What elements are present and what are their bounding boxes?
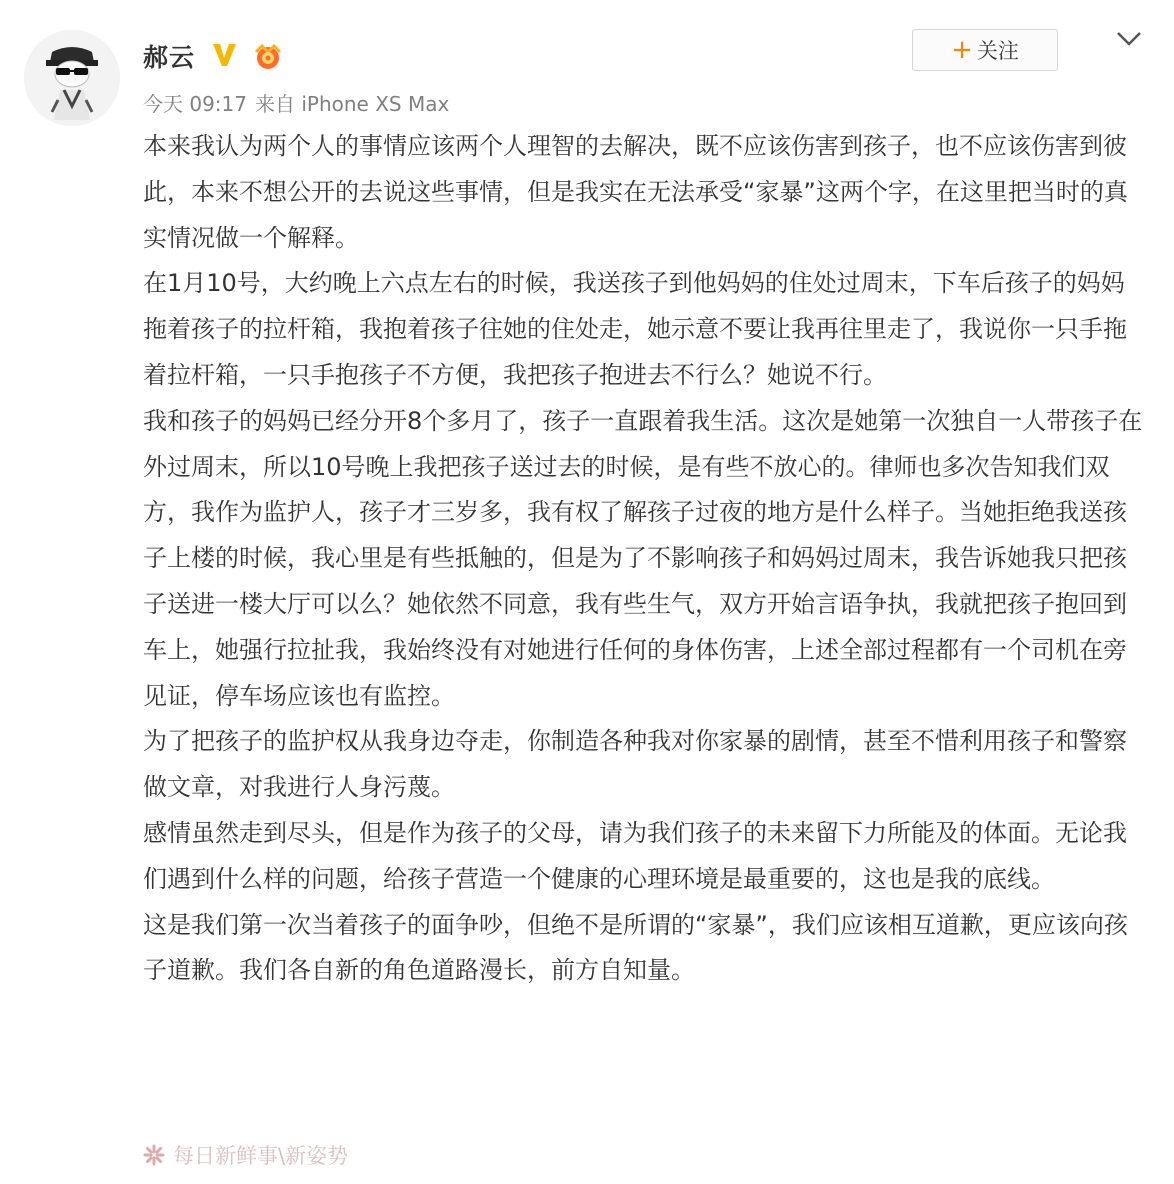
post-paragraph: 本来我认为两个人的事情应该两个人理智的去解决，既不应该伤害到孩子，也不应该伤害到彼此，本来不想公开的去说这些事情，但是我实在无法承受“家暴”这两个字，在这里把当时的真实情况做一个解释。	[143, 132, 1128, 252]
vip-badge-icon[interactable]	[250, 42, 286, 70]
follow-label: 关注	[976, 39, 1019, 63]
verified-icon	[210, 40, 238, 68]
avatar[interactable]	[24, 30, 120, 126]
post-paragraph: 感情虽然走到尽头，但是作为孩子的父母，请为我们孩子的未来留下力所能及的体面。无论我们遇到什么样的问题，给孩子营造一个健康的心理环境是最重要的，这也是我的底线。	[143, 818, 1127, 893]
post-meta	[143, 88, 457, 117]
author-name[interactable]: 郝云	[143, 43, 196, 72]
follow-button[interactable]	[912, 29, 1058, 71]
flower-icon	[143, 1144, 165, 1166]
watermark	[143, 1140, 348, 1170]
plus-icon: +	[951, 35, 973, 65]
post-paragraph: 这是我们第一次当着孩子的面争吵，但绝不是所谓的“家暴”，我们应该相互道歉，更应该向孩子道歉。我们各自新的角色道路漫长，前方自知量。	[143, 910, 1128, 985]
post-content	[143, 124, 1148, 994]
chevron-down-icon[interactable]	[1116, 30, 1142, 48]
post-paragraph: 我和孩子的妈妈已经分开8个多月了，孩子一直跟着我生活。这次是她第一次独自一人带孩子在外过周末，所以10号晚上我把孩子送过去的时候，是有些不放心的。律师也多次告知我们双方，我作为监护人，孩子才三岁多，我有权了解孩子过夜的地方是什么样子。当她拒绝我送孩子上楼的时候，我心里是有些抵触的，但是为了不影响孩子和妈妈过周末，我告诉她我只把孩子送进一楼大厅可以么？她依然不同意，我有些生气，双方开始言语争执，我就把孩子抱回到车上，她强行拉扯我，我始终没有对她进行任何的身体伤害，上述全部过程都有一个司机在旁见证，停车场应该也有监控。	[143, 406, 1143, 710]
avatar-image	[24, 30, 120, 126]
post-paragraph: 在1月10号，大约晚上六点左右的时候，我送孩子到他妈妈的住处过周末，下车后孩子的妈妈拖着孩子的拉杆箱，我抱着孩子往她的住处走，她示意不要让我再往里走了，我说你一只手拖着拉杆箱，一只手抱孩子不方便，我把孩子抱进去不行么？她说不行。	[143, 269, 1127, 389]
post-source: 来自 iPhone XS Max	[255, 92, 450, 116]
post-paragraph: 为了把孩子的监护权从我身边夺走，你制造各种我对你家暴的剧情，甚至不惜利用孩子和警察做文章，对我进行人身污蔑。	[143, 727, 1127, 802]
post-time[interactable]: 今天 09:17	[143, 92, 247, 116]
watermark-text: 每日新鲜事\新姿势	[173, 1144, 349, 1168]
